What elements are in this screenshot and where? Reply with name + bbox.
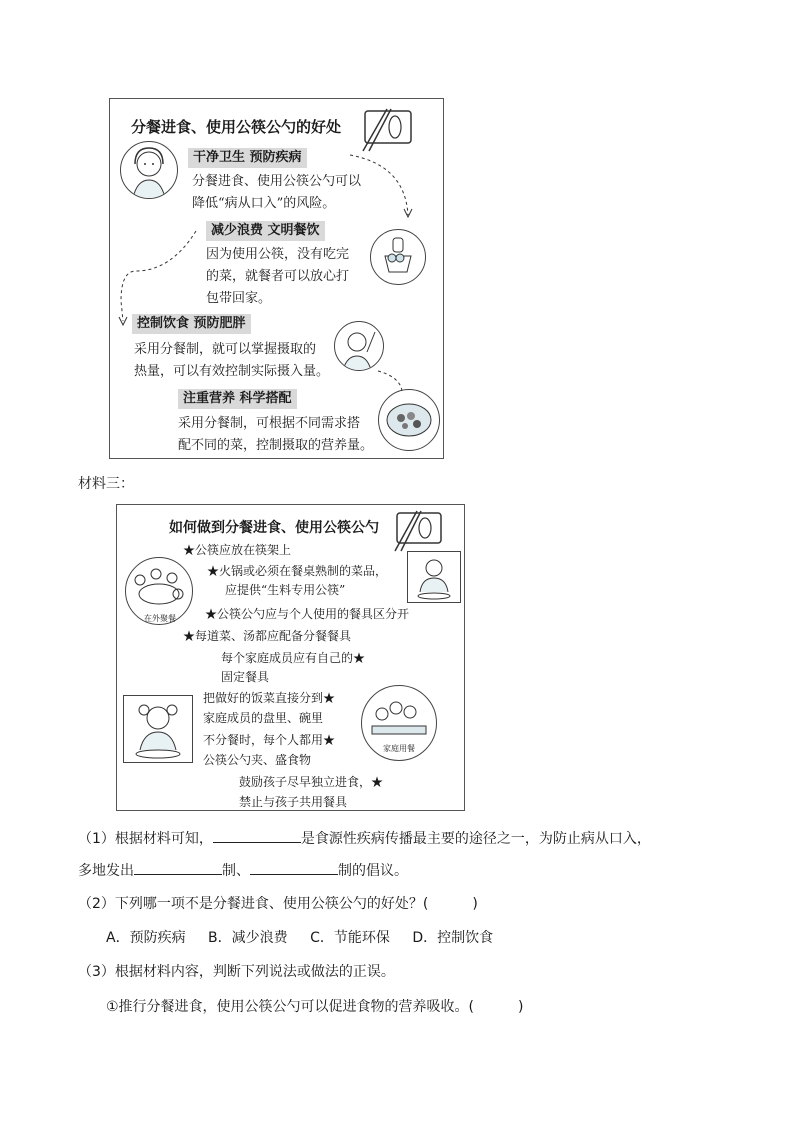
material-three-label: 材料三： — [78, 476, 134, 492]
benefit-text-hygiene: 分餐进食、使用公筷公勺可以 降低“病从口入”的风险。 — [192, 174, 362, 211]
howto-line-10: 不分餐时，每个人都用★ — [203, 733, 336, 747]
benefits-title: 分餐进食、使用公筷公勺的好处 — [131, 118, 342, 136]
flow-arrows — [110, 99, 443, 458]
caption-family-meal: 家庭用餐 — [383, 744, 415, 753]
question-2: （2）下列哪一项不是分餐进食、使用公筷公勺的好处？( ) — [78, 896, 478, 912]
benefit-text-nutrition: 采用分餐制，可根据不同需求搭 配不同的菜，控制摄取的营养量。 — [178, 416, 374, 453]
benefit-text-diet: 采用分餐制，就可以掌握摄取的 热量，可以有效控制实际摄入量。 — [134, 342, 330, 379]
howto-line-4: ★公筷公勺应与个人使用的餐具区分开 — [205, 607, 410, 621]
howto-line-9: 家庭成员的盘里、碗里 — [203, 711, 324, 725]
benefit-tag-waste: 减少浪费 文明餐饮 — [206, 221, 325, 241]
benefit-text-waste: 因为使用公筷，没有吃完 的菜，就餐者可以放心打 包带回家。 — [206, 247, 350, 306]
option-b[interactable]: B．减少浪费 — [208, 930, 288, 946]
howto-box — [116, 504, 465, 811]
boy-eating-illustration — [407, 551, 461, 603]
girl-eating-illustration-2 — [123, 695, 193, 763]
chopsticks-plate-icon-2 — [389, 509, 447, 553]
howto-line-3: 应提供“生料专用公筷” — [225, 583, 346, 597]
howto-line-7: 固定餐具 — [221, 670, 270, 684]
caption-eating-out: 在外聚餐 — [144, 614, 176, 623]
question-1-line-2: 多地发出 制、 制的倡议。 — [78, 860, 408, 881]
blank-3[interactable] — [250, 860, 338, 875]
question-3-item-1: ①推行分餐进食，使用公筷公勺可以促进食物的营养吸收。( ) — [106, 999, 524, 1015]
blank-2[interactable] — [134, 860, 222, 875]
howto-line-5: ★每道菜、汤都应配备分餐餐具 — [183, 629, 352, 643]
howto-line-6: 每个家庭成员应有自己的★ — [221, 651, 366, 665]
blank-1[interactable] — [213, 828, 301, 843]
howto-line-12: 鼓励孩子尽早独立进食，★ — [239, 775, 384, 789]
benefit-tag-nutrition: 注重营养 科学搭配 — [178, 389, 297, 409]
option-a[interactable]: A．预防疾病 — [106, 930, 186, 946]
question-3: （3）根据材料内容，判断下列说法或做法的正误。 — [78, 964, 395, 980]
benefit-tag-hygiene: 干净卫生 预防疾病 — [188, 148, 307, 168]
howto-line-13: 禁止与孩子共用餐具 — [239, 795, 348, 809]
question-2-options — [106, 928, 493, 948]
howto-line-11: 公筷公勺夹、盛食物 — [203, 753, 312, 767]
question-1-line-1: （1）根据材料可知， 是食源性疾病传播最主要的途径之一，为防止病从口入， — [78, 828, 651, 849]
option-d[interactable]: D．控制饮食 — [412, 930, 494, 946]
howto-line-8: 把做好的饭菜直接分到★ — [203, 691, 336, 705]
howto-line-1: ★公筷应放在筷架上 — [183, 543, 292, 557]
howto-line-2: ★火锅或必须在餐桌熟制的菜品， — [207, 564, 388, 578]
howto-title: 如何做到分餐进食、使用公筷公勺 — [169, 520, 379, 536]
benefit-tag-diet: 控制饮食 预防肥胖 — [132, 314, 251, 334]
option-c[interactable]: C．节能环保 — [310, 930, 390, 946]
benefits-box — [109, 98, 444, 459]
